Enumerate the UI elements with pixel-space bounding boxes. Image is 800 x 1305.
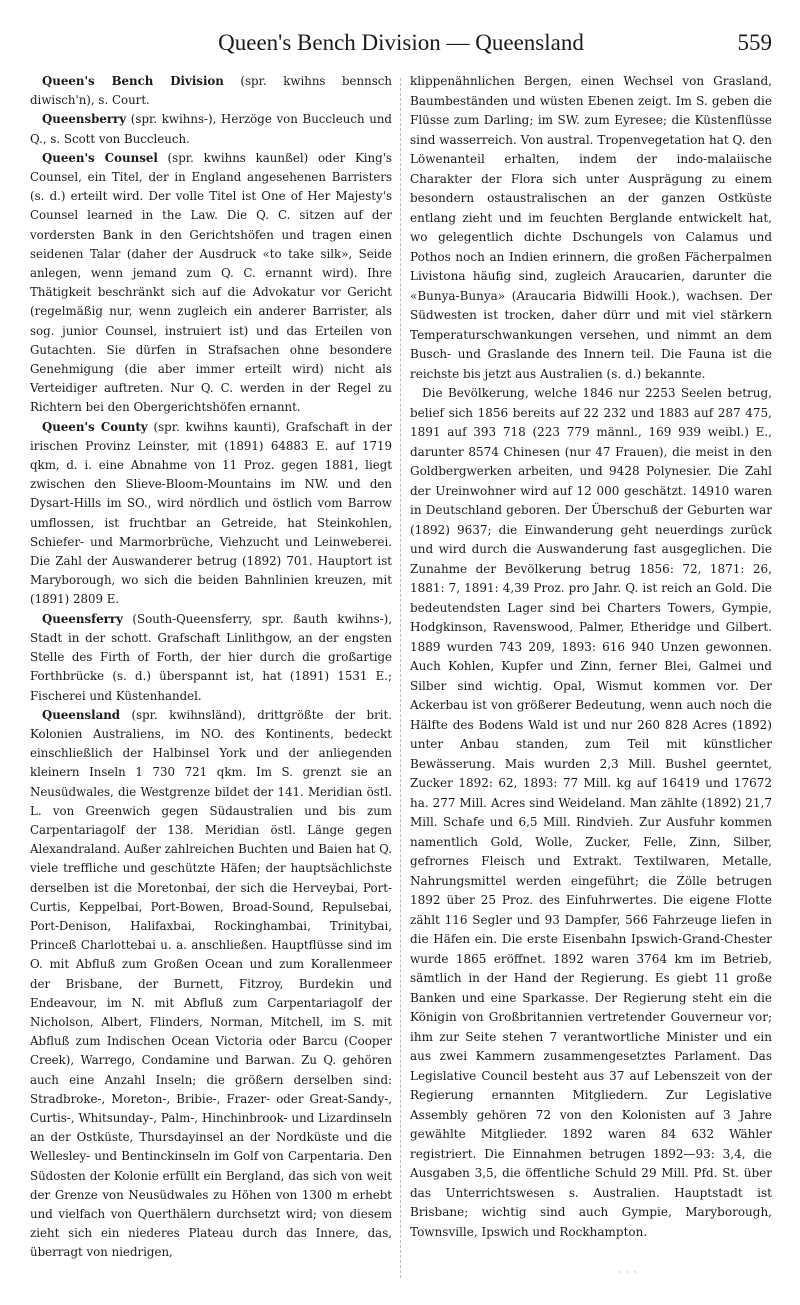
right-column (410, 72, 772, 1282)
entry-queens-counsel (30, 149, 392, 418)
entry-headword: Queensland (42, 707, 121, 722)
entry-queensferry (30, 610, 392, 706)
queensland-continuation-paragraph: klippenähnlichen Bergen, einen Wechsel von Grasland, Baumbeständen und wüsten Ebenen zeigt. Im S. geben die Flüsse zum Darling; im SW. zum Eyresee; die Küstenflüsse sind wasserreich. Von austral. Tropenvegetation hat Q. den Löwenanteil erhalten, indem der indo-malaiische Charakter der Flora sich unter Ausprägung zu einem besondern ostaustralischen an der ganzen Ostküste entlang zieht und im feuchten Berglande entwickelt hat, wo gelegentlich dichte Dschungels von Calamus und Pothos noch an Indien erinnern, die großen Fächerpalmen Livistona häufig sind, zugleich Araucarien, darunter die «Bunya-Bunya» (Araucaria Bidwilli Hook.), wachsen. Der Südwesten ist trocken, daher dürr und mit viel stärkern Temperaturschwankungen versehen, und nimmt an dem Busch- und Graslande des Innern teil. Die Fauna ist die reichste bis jetzt aus Australien (s. d.) bekannte. (410, 74, 772, 381)
entry-headword: Queensferry (42, 611, 123, 626)
entry-body: (spr. kwihns kaunti), Grafschaft in der irischen Provinz Leinster, mit (1891) 64883 E. auf 1719 qkm, d. i. eine Abnahme von 11 Proz. gegen 1881, liegt zwischen den Slieve-Bloom-Mountains im NW. und den Dysart-Hills im SO., wird nördlich und östlich vom Barrow umflossen, ist fruchtbar an Getreide, hat Steinkohlen, Schiefer- und Marmorbrüche, Viehzucht und Leinweberei. Die Zahl der Auswanderer betrug (1892) 701. Hauptort ist Maryborough, wo sich die beiden Bahnlinien kreuzen, mit (1891) 2809 E. (30, 419, 392, 607)
entry-queens-county (30, 418, 392, 610)
entry-headword: Queen's Bench Division (42, 74, 224, 88)
left-column (30, 72, 392, 1282)
entry-queens-bench-division (30, 72, 392, 110)
page-number: 559 (737, 30, 772, 55)
entry-queensland (30, 706, 392, 1263)
entry-headword: Queen's County (42, 419, 148, 434)
queensland-population-paragraph: Die Bevölkerung, welche 1846 nur 2253 Seelen betrug, belief sich 1856 bereits auf 22 232 und 1883 auf 287 475, 1891 auf 393 718 (223 779 männl., 169 939 weibl.) E., darunter 8574 Chinesen (nur 47 Frauen), die meist in den Goldbergwerken arbeiten, und 9428 Polynesier. Die Zahl der Ureinwohner wird auf 12 000 geschätzt. 14910 waren in Deutschland geboren. Der Überschuß der Geburten war (1892) 9637; die Einwanderung geht neuerdings zurück und wird durch die Auswanderung fast ausgeglichen. Die Zunahme der Bevölkerung betrug 1856: 72, 1871: 26, 1881: 7, 1891: 4,39 Proz. pro Jahr. Q. ist reich an Gold. Die bedeutendsten Lager sind bei Charters Towers, Gympie, Hodgkinson, Ravenswood, Palmer, Etheridge und Gilbert. 1889 wurden 743 209, 1893: 616 940 Unzen gewonnen. Auch Kohlen, Kupfer und Zinn, ferner Blei, Galmei und Silber sind wichtig. Opal, Wismut kommen vor. Der Ackerbau ist von größerer Bedeutung, wenn auch noch die Hälfte des Bodens Wald ist und nur 260 828 Acres (1892) unter Anbau standen, zum Teil mit künstlicher Bewässerung. Mais wurden 2,3 Mill. Bushel geerntet, Zucker 1892: 62, 1893: 77 Mill. kg auf 16419 und 17672 ha. 277 Mill. Acres sind Weideland. Man zählte (1892) 21,7 Mill. Schafe und 6,5 Mill. Rindvieh. Zur Ausfuhr kommen namentlich Gold, Wolle, Zucker, Felle, Zinn, Silber, gefrornes Fleisch und Extrakt. Textilwaren, Metalle, Nahrungsmittel werden eingeführt; die Zölle betrugen 1892 über 25 Proz. des Einfuhrwertes. Die eigene Flotte zählt 116 Segler und 93 Dampfer, 566 Fahrzeuge liefen in die Häfen ein. Die erste Eisenbahn Ipswich-Grand-Chester wurde 1865 eröffnet. 1892 waren 3764 km im Betrieb, sämtlich in der Hand der Regierung. Es giebt 11 große Banken und eine Sparkasse. Der Regierung steht ein die Königin von Großbritannien vertretender Gouverneur vor; ihm zur Seite stehen 7 verantwortliche Minister und ein aus zwei Kammern zusammengesetztes Parlament. Das Legislative Council besteht aus 37 auf Lebenszeit von der Regierung ernannten Mitgliedern. Zur Legislative Assembly gehören 72 von den Kolonisten auf 3 Jahre gewählte Mitglieder. 1892 waren 84 632 Wähler registriert. Die Einnahmen betrugen 1892—93: 3,4, die Ausgaben 3,5, die öffentliche Schuld 29 Mill. Pfd. St. über das Unterrichtswesen s. Australien. Hauptstadt ist Brisbane; wichtig sind auch Gympie, Maryborough, Townsville, Ipswich und Rockhampton. (410, 386, 772, 1239)
column-divider (400, 78, 401, 1278)
print-mark: · · · (618, 1268, 638, 1278)
entry-body: (spr. kwihnsländ), drittgrößte der brit. Kolonien Australiens, im NO. des Kontinents, bedeckt einschließlich der Halbinsel York und der anliegenden kleinern Inseln 1 730 721 qkm. Im S. grenzt sie an Neusüdwales, die Westgrenze bildet der 141. Meridian östl. L. von Greenwich gegen Südaustralien und bis zum Carpentariagolf der 138. Meridian östl. Länge gegen Alexandraland. Außer zahlreichen Buchten und Baien hat Q. viele treffliche und geschützte Häfen; der hauptsächlichste derselben ist die Moretonbai, der sich die Herveybai, Port-Curtis, Keppelbai, Port-Bowen, Broad-Sound, Repulsebai, Port-Denison, Halifaxbai, Rockinghambai, Trinitybai, Princeß Charlottebai u. a. anschließen. Hauptflüsse sind im O. mit Abfluß zum Großen Ocean und zum Korallenmeer der Brisbane, der Burnett, Fitzroy, Burdekin und Endeavour, im N. mit Abfluß zum Carpentariagolf der Nicholson, Albert, Flinders, Norman, Mitchell, im S. mit Abfluß zum Indischen Ocean Victoria oder Barcu (Cooper Creek), Warrego, Condamine und Barwan. Zu Q. gehören auch eine Anzahl Inseln; die größern derselben sind: Stradbroke-, Moreton-, Bribie-, Frazer- oder Great-Sandy-, Curtis-, Whitsunday-, Palm-, Hinchinbrook- und Lizardinseln an der Ostküste, Thursdayinsel an der Nordküste und die Wellesley- und Bentinckinseln im Golf von Carpentaria. Den Südosten der Kolonie erfüllt ein Bergland, das sich von weit der Grenze von Neusüdwales zu Höhen von 1300 m erhebt und vielfach von Querthälern durchsetzt wird; von diesem zieht sich ein niederes Plateau durch das Innere, das, überragt von niedrigen, (30, 707, 392, 1260)
entry-headword: Queensberry (42, 112, 127, 127)
entry-body: (spr. kwihns kaunßel) oder King's Counsel, ein Titel, der in England angesehenen Barristers (s. d.) erteilt wird. Der volle Titel ist One of Her Majesty's Counsel learned in the Law. Die Q. C. sitzen auf der vordersten Bank in den Gerichtshöfen und tragen einen seidenen Talar (daher der Ausdruck «to take silk», Seide anlegen, wenn jemand zum Q. C. ernannt wird). Ihre Thätigkeit beschränkt sich auf die Advokatur vor Gericht (regelmäßig nur, wenn zugleich ein anderer Barrister, als sog. junior Counsel, instruiert ist) und das Erteilen von Gutachten. Sie dürfen in Strafsachen ohne besondere Genehmigung (die aber immer erteilt wird) nicht als Verteidiger auftreten. Nur Q. C. werden in der Regel zu Richtern bei den Obergerichtshöfen ernannt. (30, 150, 392, 415)
entry-body: (spr. kwihns bennsch diwisch'n), s. Court. (30, 74, 392, 108)
entry-queensberry (30, 110, 392, 148)
page-header (30, 22, 772, 62)
entry-headword: Queen's Counsel (42, 150, 158, 165)
running-title: Queen's Bench Division — Queensland (218, 30, 584, 55)
entry-body: (spr. kwihns-), Herzöge von Buccleuch und Q., s. Scott von Buccleuch. (30, 112, 392, 146)
entry-body: (South-Queensferry, spr. ßauth kwihns-), Stadt in der schott. Grafschaft Linlithgow, an der engsten Stelle des Firth of Forth, der hier durch die großartige Forthbrücke (s. d.) überspannt ist, hat (1891) 1531 E.; Fischerei und Küstenhandel. (30, 611, 392, 703)
